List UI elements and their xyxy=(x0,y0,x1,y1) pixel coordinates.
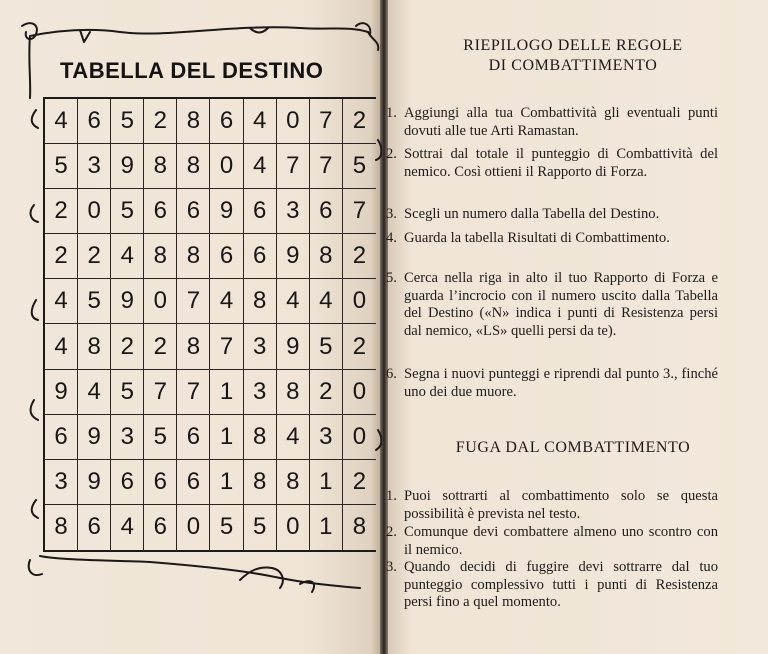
destiny-table-cell: 3 xyxy=(244,324,277,369)
destiny-table-cell: 4 xyxy=(310,279,343,324)
destiny-table-cell: 9 xyxy=(45,370,78,415)
destiny-table-cell: 7 xyxy=(210,324,243,369)
rules-summary-heading xyxy=(400,36,746,76)
rule-number: 3. xyxy=(386,559,397,575)
rule-item xyxy=(386,105,718,140)
destiny-table-cell: 2 xyxy=(45,234,78,279)
destiny-table-cell: 2 xyxy=(343,234,376,279)
destiny-table-cell: 3 xyxy=(310,415,343,460)
destiny-table-cell: 4 xyxy=(277,279,310,324)
rule-number: 4. xyxy=(386,230,397,246)
destiny-table-cell: 5 xyxy=(144,415,177,460)
destiny-table-cell: 8 xyxy=(177,99,210,144)
rule-text: Scegli un numero dalla Tabella del Destino. xyxy=(404,206,660,222)
destiny-table-cell: 1 xyxy=(210,415,243,460)
rule-text: Guarda la tabella Risultati di Combattimento. xyxy=(404,230,670,246)
destiny-table-cell: 7 xyxy=(310,144,343,189)
destiny-table-cell: 4 xyxy=(45,324,78,369)
destiny-table-cell: 7 xyxy=(343,189,376,234)
escape-rule-item xyxy=(386,488,718,523)
rule-number: 1. xyxy=(386,488,397,504)
rule-number: 2. xyxy=(386,524,397,540)
destiny-table-cell: 5 xyxy=(111,370,144,415)
destiny-table-cell: 4 xyxy=(45,279,78,324)
destiny-table-cell: 9 xyxy=(78,415,111,460)
destiny-table-cell: 9 xyxy=(111,144,144,189)
destiny-table-cell: 0 xyxy=(343,370,376,415)
destiny-table-cell: 6 xyxy=(177,189,210,234)
destiny-table-cell: 8 xyxy=(144,234,177,279)
destiny-table-cell: 6 xyxy=(144,189,177,234)
destiny-table xyxy=(43,97,376,552)
destiny-table-cell: 0 xyxy=(343,279,376,324)
rule-number: 3. xyxy=(386,206,397,222)
destiny-table-cell: 8 xyxy=(177,234,210,279)
destiny-table-cell: 4 xyxy=(111,234,144,279)
destiny-table-cell: 7 xyxy=(144,370,177,415)
destiny-table-cell: 4 xyxy=(78,370,111,415)
rule-text: Comunque devi combattere almeno uno scontro con il nemico. xyxy=(404,524,718,558)
destiny-table-cell: 4 xyxy=(277,415,310,460)
destiny-table-cell: 7 xyxy=(177,279,210,324)
destiny-table-cell: 2 xyxy=(111,324,144,369)
destiny-table-cell: 9 xyxy=(111,279,144,324)
destiny-table-cell: 7 xyxy=(177,370,210,415)
destiny-table-cell: 7 xyxy=(310,99,343,144)
destiny-table-cell: 3 xyxy=(78,144,111,189)
destiny-table-title: TABELLA DEL DESTINO xyxy=(60,58,324,83)
rule-text: Segna i nuovi punteggi e riprendi dal punto 3., finché uno dei due muore. xyxy=(404,366,718,400)
destiny-table-cell: 2 xyxy=(144,99,177,144)
destiny-table-cell: 6 xyxy=(244,189,277,234)
rule-number: 2. xyxy=(386,146,397,162)
destiny-table-cell: 8 xyxy=(244,279,277,324)
destiny-table-cell: 8 xyxy=(45,505,78,550)
rule-item xyxy=(386,270,718,340)
destiny-table-cell: 9 xyxy=(78,460,111,505)
destiny-table-cell: 2 xyxy=(78,234,111,279)
destiny-table-cell: 2 xyxy=(45,189,78,234)
destiny-table-cell: 1 xyxy=(310,460,343,505)
rule-item xyxy=(386,146,718,181)
destiny-table-cell: 0 xyxy=(210,144,243,189)
destiny-table-cell: 6 xyxy=(78,505,111,550)
rules-summary-heading-line1: RIEPILOGO DELLE REGOLE xyxy=(463,37,683,54)
destiny-table-cell: 2 xyxy=(343,324,376,369)
escape-rule-item xyxy=(386,524,718,559)
destiny-table-cell: 6 xyxy=(144,505,177,550)
destiny-table-cell: 0 xyxy=(144,279,177,324)
destiny-table-cell: 3 xyxy=(244,370,277,415)
rule-number: 6. xyxy=(386,366,397,382)
escape-heading: FUGA DAL COMBATTIMENTO xyxy=(455,439,691,456)
destiny-table-cell: 2 xyxy=(343,99,376,144)
rule-number: 5. xyxy=(386,270,397,286)
destiny-table-cell: 6 xyxy=(144,460,177,505)
destiny-table-cell: 0 xyxy=(277,505,310,550)
destiny-table-cell: 5 xyxy=(111,99,144,144)
destiny-table-cell: 3 xyxy=(111,415,144,460)
destiny-table-cell: 1 xyxy=(310,505,343,550)
escape-rule-item xyxy=(386,559,718,612)
destiny-table-cell: 8 xyxy=(177,324,210,369)
destiny-table-cell: 6 xyxy=(78,99,111,144)
destiny-table-cell: 5 xyxy=(343,144,376,189)
destiny-table-cell: 2 xyxy=(144,324,177,369)
destiny-table-cell: 0 xyxy=(177,505,210,550)
rule-text: Aggiungi alla tua Combattività gli eventuali punti dovuti alle tue Arti Ramastan. xyxy=(404,105,718,139)
destiny-table-cell: 6 xyxy=(177,415,210,460)
destiny-table-cell: 1 xyxy=(210,460,243,505)
destiny-table-cell: 8 xyxy=(352,513,367,541)
destiny-table-cell: 9 xyxy=(277,324,310,369)
destiny-table-cell: 7 xyxy=(277,144,310,189)
destiny-table-cell: 4 xyxy=(210,279,243,324)
destiny-table-cell: 5 xyxy=(210,505,243,550)
rule-item xyxy=(386,366,718,401)
rule-item xyxy=(386,206,718,224)
destiny-table-cell: 3 xyxy=(277,189,310,234)
destiny-table-cell: 5 xyxy=(244,505,277,550)
destiny-table-cell: 0 xyxy=(343,415,376,460)
destiny-table-cell: 8 xyxy=(144,144,177,189)
destiny-table-cell: 8 xyxy=(78,324,111,369)
destiny-table-cell: 6 xyxy=(310,189,343,234)
destiny-table-cell: 6 xyxy=(210,99,243,144)
destiny-table-cell: 5 xyxy=(45,144,78,189)
destiny-table-cell: 9 xyxy=(210,189,243,234)
rule-text: Sottrai dal totale il punteggio di Combattività del nemico. Così ottieni il Rapporto di Forza. xyxy=(404,146,718,180)
destiny-table-cell: 8 xyxy=(177,144,210,189)
destiny-table-cell: 5 xyxy=(78,279,111,324)
rule-text: Quando decidi di fuggire devi sottrarre dal tuo punteggio complessivo tutti i punti di Resistenza persi fino a quel momento. xyxy=(404,559,718,611)
destiny-table-cell: 9 xyxy=(277,234,310,279)
destiny-table-cell: 3 xyxy=(45,460,78,505)
destiny-table-cell: 8 xyxy=(277,370,310,415)
rule-text: Puoi sottrarti al combattimento solo se questa possibilità è prevista nel testo. xyxy=(404,488,718,522)
rule-number: 1. xyxy=(386,105,397,121)
destiny-table-cell: 4 xyxy=(111,505,144,550)
rules-summary-heading-line2: DI COMBATTIMENTO xyxy=(488,57,658,74)
destiny-table-cell: 5 xyxy=(310,324,343,369)
rule-text: Cerca nella riga in alto il tuo Rapporto di Forza e guarda l’incrocio con il numero uscito dalla Tabella del Destino («N» indica i punti di Resistenza persi dal nemico, «LS» quelli persi da te). xyxy=(404,270,718,339)
destiny-table-cell: 4 xyxy=(244,144,277,189)
destiny-table-cell: 1 xyxy=(210,370,243,415)
destiny-table-cell: 6 xyxy=(45,415,78,460)
destiny-table-cell: 8 xyxy=(244,415,277,460)
destiny-table-cell: 8 xyxy=(310,234,343,279)
destiny-table-cell: 8 xyxy=(244,460,277,505)
rule-item xyxy=(386,230,718,248)
destiny-table-cell: 6 xyxy=(210,234,243,279)
destiny-table-cell: 8 xyxy=(277,460,310,505)
destiny-table-cell: 0 xyxy=(78,189,111,234)
destiny-table-cell: 0 xyxy=(277,99,310,144)
destiny-table-cell: 4 xyxy=(244,99,277,144)
destiny-table-cell: 2 xyxy=(310,370,343,415)
destiny-table-cell: 5 xyxy=(111,189,144,234)
destiny-table-cell: 6 xyxy=(177,460,210,505)
destiny-table-cell: 6 xyxy=(111,460,144,505)
destiny-table-cell: 4 xyxy=(45,99,78,144)
destiny-table-cell: 6 xyxy=(244,234,277,279)
destiny-table-cell: 2 xyxy=(343,460,376,505)
